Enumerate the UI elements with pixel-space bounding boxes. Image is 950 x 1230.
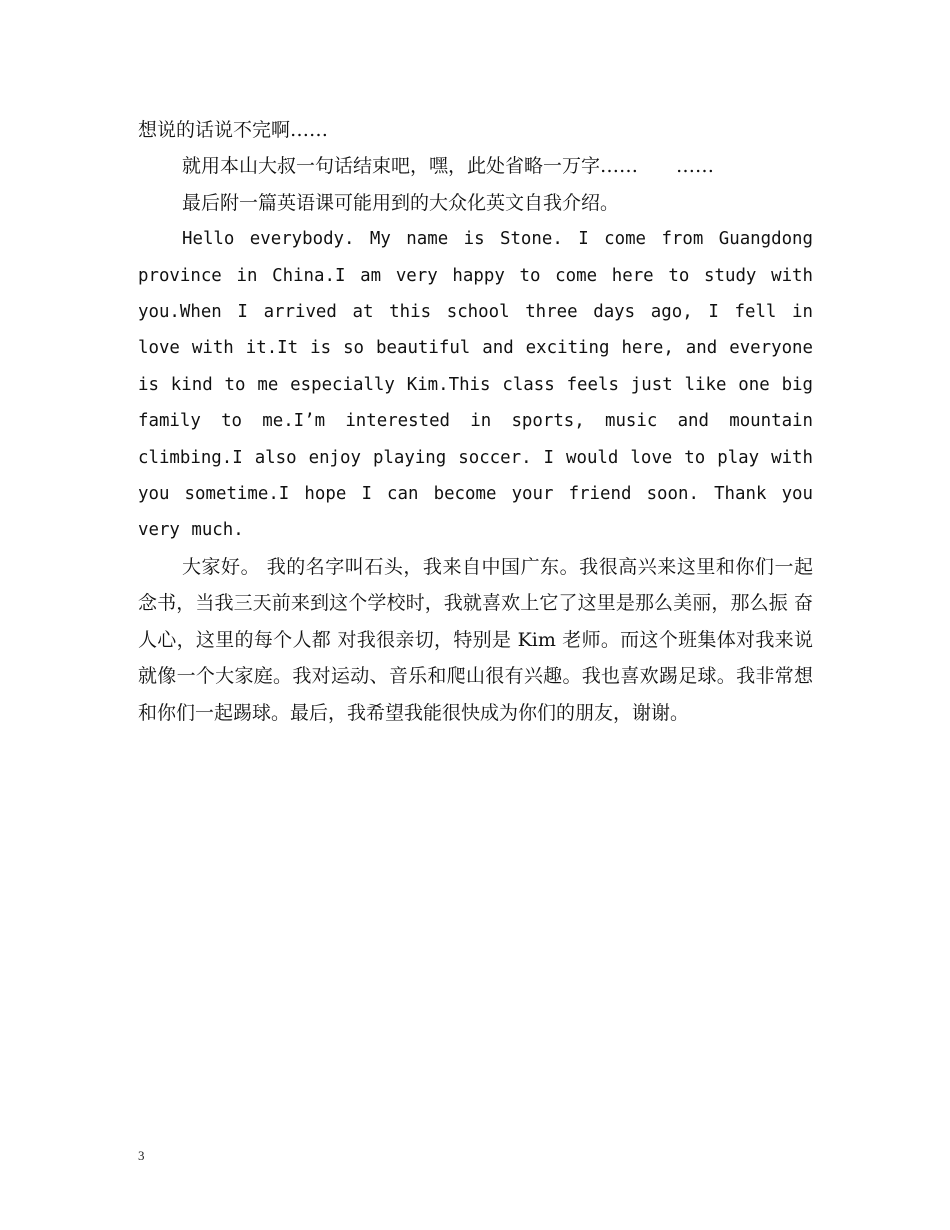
paragraph-quote-line: 就用本山大叔一句话结束吧，嘿，此处省略一万字…… …… (182, 155, 715, 178)
paragraph-chinese-self-introduction: 大家好。 我的名字叫石头，我来自中国广东。我很高兴来这里和你们一起念书，当我三天前来到这个学校时，我就喜欢上它了这里是那么美丽，那么振 奋人心，这里的每个人都 对我很亲切，特别是 Kim 老师。而这个班集体对我来说就像一个大家庭。我对运动、音乐和爬山很有兴趣。我也喜欢踢足球。我非常想和你们一起踢球。最后，我希望我能很快成为你们的朋友，谢谢。 (138, 555, 813, 724)
paragraph-english-self-introduction: Hello everybody. My name is Stone. I come from Guangdong province in China.I am very happy to come here to study with you.When I arrived at this school three days ago, I fell in love with it.It is so beautiful and exciting here, and everyone is kind to me especially Kim.This class feels just like one big family to me.I’m interested in sports, music and mountain climbing.I also enjoy playing soccer. I would love to play with you sometime.I hope I can become your friend soon. Thank you very much. (138, 229, 813, 541)
document-body (138, 112, 813, 731)
paragraph-closing-line: 想说的话说不完啊…… (138, 119, 329, 141)
paragraph-intro-note: 最后附一篇英语课可能用到的大众化英文自我介绍。 (182, 191, 620, 214)
page-number: 3 (138, 1148, 145, 1163)
